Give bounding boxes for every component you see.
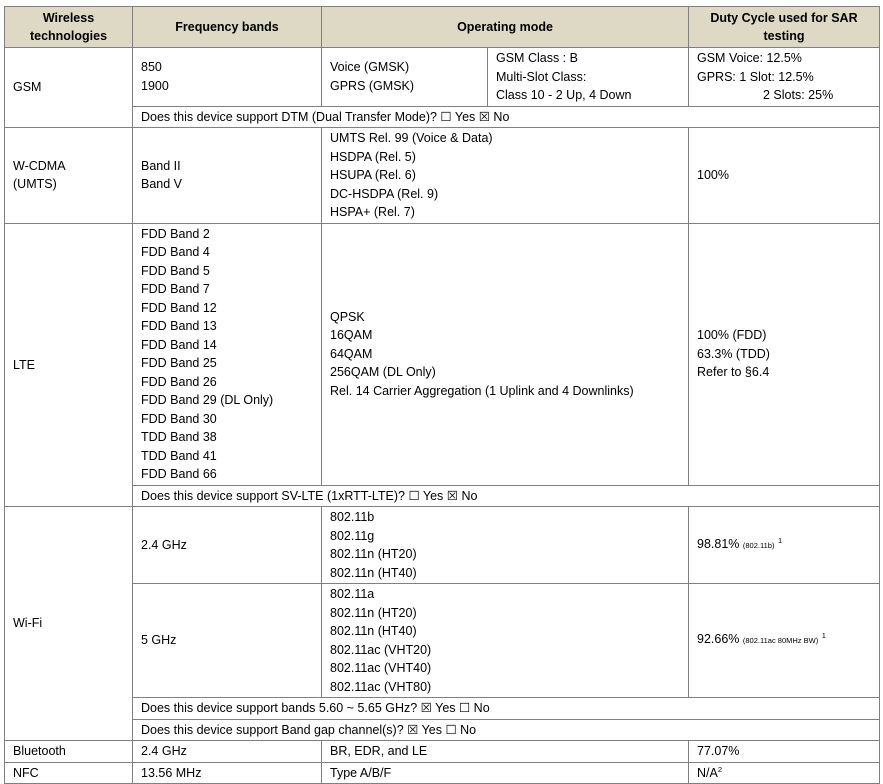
- wifi-5-duty-value: 92.66%: [697, 632, 740, 647]
- wifi-24-mode: 802.11b: [330, 510, 375, 524]
- bluetooth-mode-cell: BR, EDR, and LE: [322, 741, 689, 763]
- header-wireless-technologies: Wireless technologies: [5, 7, 133, 48]
- lte-band: FDD Band 7: [141, 282, 210, 296]
- gsm-band: 850: [141, 60, 162, 75]
- wifi-24-mode: 802.11n (HT20): [330, 547, 417, 561]
- gsm-duty-cell: [689, 48, 880, 107]
- wifi-5-mode: 802.11n (HT20): [330, 605, 417, 620]
- wifi-24-duty-note: (802.11b): [742, 540, 775, 550]
- band-560-565-question: Does this device support bands 5.60 ~ 5.65 GHz? ☒ Yes ☐ No: [133, 698, 880, 720]
- lte-mode: QPSK: [330, 309, 365, 324]
- lte-mode: 64QAM: [330, 346, 373, 361]
- gsm-question-row: [5, 106, 880, 128]
- gsm-mode: GPRS (GMSK): [330, 78, 415, 93]
- footnote-marker: 1: [777, 535, 783, 545]
- wcdma-tech-line: W-CDMA: [13, 158, 66, 173]
- lte-duty-line: 100% (FDD): [697, 328, 767, 343]
- wifi-24-mode: 802.11g: [330, 528, 375, 543]
- wcdma-mode: HSPA+ (Rel. 7): [330, 205, 415, 219]
- wcdma-band: Band II: [141, 158, 181, 173]
- lte-band: FDD Band 5: [141, 263, 210, 278]
- gsm-class-line: Multi-Slot Class:: [496, 69, 587, 84]
- lte-band: FDD Band 2: [141, 226, 210, 241]
- wifi-24-mode: 802.11n (HT40): [330, 565, 417, 580]
- lte-band: FDD Band 30: [141, 411, 217, 426]
- lte-band: FDD Band 12: [141, 300, 217, 315]
- wcdma-band: Band V: [141, 177, 183, 192]
- lte-mode: Rel. 14 Carrier Aggregation (1 Uplink and 4 Downlinks): [330, 383, 634, 398]
- wifi-question-row-1: [5, 698, 880, 720]
- gsm-class-line: Class 10 - 2 Up, 4 Down: [496, 88, 632, 102]
- wcdma-mode: HSUPA (Rel. 6): [330, 168, 416, 182]
- gsm-modes-cell: [322, 48, 488, 107]
- bluetooth-row: [5, 741, 880, 763]
- wifi-5-modes-cell: [322, 584, 689, 698]
- nfc-row: [5, 762, 880, 784]
- wcdma-mode: HSDPA (Rel. 5): [330, 149, 416, 164]
- lte-band: FDD Band 13: [141, 319, 217, 333]
- wifi-question-row-2: [5, 719, 880, 741]
- wcdma-mode: UMTS Rel. 99 (Voice & Data): [330, 131, 493, 145]
- header-row: [5, 7, 880, 48]
- lte-band: FDD Band 14: [141, 337, 217, 352]
- lte-band: FDD Band 25: [141, 356, 217, 370]
- bluetooth-tech-cell: Bluetooth: [5, 741, 133, 763]
- gsm-duty-line: 2 Slots: 25%: [763, 88, 834, 102]
- nfc-mode-cell: Type A/B/F: [322, 762, 689, 784]
- bluetooth-duty-cell: 77.07%: [689, 741, 880, 763]
- gsm-band: 1900: [141, 78, 169, 93]
- gsm-duty-line: GPRS: 1 Slot: 12.5%: [697, 69, 814, 84]
- wcdma-tech-cell: [5, 128, 133, 224]
- gsm-tech-cell: GSM: [5, 48, 133, 128]
- lte-duty-cell: [689, 223, 880, 485]
- nfc-tech-cell: NFC: [5, 762, 133, 784]
- gsm-duty-line: GSM Voice: 12.5%: [697, 51, 802, 65]
- lte-band: FDD Band 4: [141, 245, 210, 259]
- wifi-5-duty-note: (802.11ac 80MHz BW): [742, 636, 819, 646]
- wifi-24-row: [5, 507, 880, 584]
- wifi-24-duty-value: 98.81%: [697, 536, 740, 551]
- bluetooth-band-cell: 2.4 GHz: [133, 741, 322, 763]
- lte-tech-cell: LTE: [5, 223, 133, 507]
- header-frequency-bands: Frequency bands: [133, 7, 322, 48]
- lte-question-row: [5, 485, 880, 507]
- wifi-tech-cell: Wi-Fi: [5, 507, 133, 741]
- wifi-5-mode: 802.11ac (VHT80): [330, 679, 432, 694]
- wcdma-modes-cell: [322, 128, 689, 224]
- wifi-24-duty-cell: [689, 507, 880, 584]
- wifi-5-duty-cell: [689, 584, 880, 698]
- lte-mode: 16QAM: [330, 328, 373, 343]
- lte-band: FDD Band 26: [141, 374, 217, 389]
- wcdma-mode: DC-HSDPA (Rel. 9): [330, 186, 439, 201]
- footnote-marker: 1: [821, 631, 826, 641]
- wifi-24-band-cell: 2.4 GHz: [133, 507, 322, 584]
- sar-duty-cycle-table: [4, 6, 880, 784]
- lte-band: TDD Band 38: [141, 430, 217, 444]
- wcdma-duty-cell: 100%: [689, 128, 880, 224]
- nfc-band-cell: 13.56 MHz: [133, 762, 322, 784]
- wcdma-tech-line: (UMTS): [13, 177, 57, 192]
- wifi-5-row: [5, 584, 880, 698]
- lte-bands-cell: [133, 223, 322, 485]
- lte-duty-line: Refer to §6.4: [697, 365, 770, 380]
- wifi-5-mode: 802.11n (HT40): [330, 624, 417, 638]
- gsm-row: [5, 48, 880, 107]
- wifi-5-band-cell: 5 GHz: [133, 584, 322, 698]
- wcdma-row: [5, 128, 880, 224]
- lte-modes-cell: [322, 223, 689, 485]
- gsm-class-line: GSM Class : B: [496, 51, 578, 65]
- wifi-5-mode: 802.11a: [330, 587, 375, 601]
- gsm-class-cell: [488, 48, 689, 107]
- lte-band: FDD Band 29 (DL Only): [141, 393, 274, 407]
- sv-lte-question: Does this device support SV-LTE (1xRTT-LTE)? ☐ Yes ☒ No: [133, 485, 880, 507]
- lte-band: FDD Band 66: [141, 467, 217, 481]
- wifi-24-modes-cell: [322, 507, 689, 584]
- lte-mode: 256QAM (DL Only): [330, 365, 436, 380]
- dtm-question: Does this device support DTM (Dual Transfer Mode)? ☐ Yes ☒ No: [133, 106, 880, 128]
- gsm-bands-cell: [133, 48, 322, 107]
- lte-band: TDD Band 41: [141, 448, 217, 463]
- nfc-duty-cell: [689, 762, 880, 784]
- wifi-5-mode: 802.11ac (VHT40): [330, 661, 432, 675]
- lte-duty-line: 63.3% (TDD): [697, 346, 770, 361]
- band-gap-question: Does this device support Band gap channel(s)? ☒ Yes ☐ No: [133, 719, 880, 741]
- header-duty-cycle: Duty Cycle used for SAR testing: [689, 7, 880, 48]
- header-operating-mode: Operating mode: [322, 7, 689, 48]
- gsm-mode: Voice (GMSK): [330, 60, 410, 75]
- footnote-marker: 2: [717, 764, 723, 774]
- nfc-duty-value: N/A: [697, 765, 718, 780]
- lte-row: [5, 223, 880, 485]
- wcdma-bands-cell: [133, 128, 322, 224]
- wifi-5-mode: 802.11ac (VHT20): [330, 642, 432, 657]
